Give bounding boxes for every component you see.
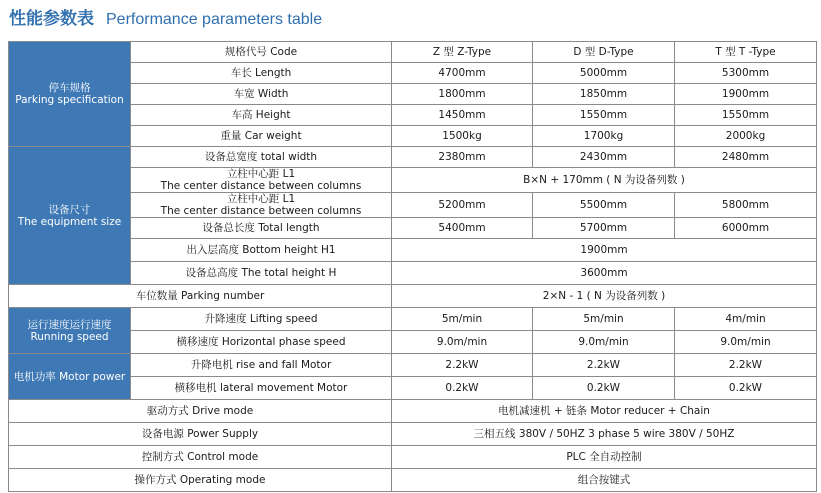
table-row [9,262,817,285]
cell-value: 6000mm [675,218,817,239]
row-label: 立柱中心距 L1 The center distance between columns [131,193,392,218]
cell-value: 1550mm [533,105,675,126]
category-motor-power: 电机功率 Motor power [9,354,131,400]
cell-value: 0.2kW [675,377,817,400]
cell-value: 5000mm [533,63,675,84]
header-d-type: D 型 D-Type [533,42,675,63]
cell-value: 5800mm [675,193,817,218]
cell-value: 4700mm [392,63,533,84]
table-header-row [9,42,817,63]
table-row [9,308,817,331]
row-label: 车宽 Width [131,84,392,105]
header-t-type: T 型 T -Type [675,42,817,63]
table-row [9,469,817,492]
row-label: 操作方式 Operating mode [9,469,392,492]
cell-value: 5m/min [392,308,533,331]
table-row [9,446,817,469]
category-equipment-size: 设备尺寸 The equipment size [9,147,131,285]
cell-value: 1900mm [675,84,817,105]
cell-value: 4m/min [675,308,817,331]
row-label: 横移速度 Horizontal phase speed [131,331,392,354]
cell-value: 1450mm [392,105,533,126]
cell-value-merged: B×N + 170mm ( N 为设备列数 ) [392,168,817,193]
cell-value-merged: 三相五线 380V / 50HZ 3 phase 5 wire 380V / 50HZ [392,423,817,446]
cell-value: 2.2kW [392,354,533,377]
title-cn: 性能参数表 [9,9,94,29]
cell-value: 2000kg [675,126,817,147]
category-running-speed: 运行速度运行速度 Running speed [9,308,131,354]
table-row [9,285,817,308]
table-row [9,105,817,126]
cell-value: 1850mm [533,84,675,105]
row-label: 车位数量 Parking number [9,285,392,308]
page-title [9,4,322,32]
table-row [9,168,817,193]
cell-value: 2380mm [392,147,533,168]
cell-value: 2.2kW [533,354,675,377]
cell-value: 5700mm [533,218,675,239]
row-label: 横移电机 lateral movement Motor [131,377,392,400]
row-label: 升降速度 Lifting speed [131,308,392,331]
table-row [9,126,817,147]
cell-value-merged: 2×N - 1 ( N 为设备列数 ) [392,285,817,308]
table-row [9,63,817,84]
cell-value-merged: PLC 全自动控制 [392,446,817,469]
cell-value: 5400mm [392,218,533,239]
row-label: 出入层高度 Bottom height H1 [131,239,392,262]
row-label: 驱动方式 Drive mode [9,400,392,423]
cell-value: 1700kg [533,126,675,147]
table-row [9,218,817,239]
cell-value: 9.0m/min [675,331,817,354]
row-label: 重量 Car weight [131,126,392,147]
row-label: 设备总高度 The total height H [131,262,392,285]
cell-value: 9.0m/min [533,331,675,354]
cell-value: 5200mm [392,193,533,218]
cell-value: 1800mm [392,84,533,105]
row-label: 设备电源 Power Supply [9,423,392,446]
cell-value: 5m/min [533,308,675,331]
row-label: 控制方式 Control mode [9,446,392,469]
row-label: 车高 Height [131,105,392,126]
cell-value: 0.2kW [533,377,675,400]
cell-value: 2480mm [675,147,817,168]
table-row [9,377,817,400]
cell-value: 2430mm [533,147,675,168]
cell-value: 1550mm [675,105,817,126]
row-label: 升降电机 rise and fall Motor [131,354,392,377]
cell-value-merged: 3600mm [392,262,817,285]
cell-value-merged: 组合按键式 [392,469,817,492]
table-row [9,84,817,105]
cell-value-merged: 1900mm [392,239,817,262]
row-label: 设备总宽度 total width [131,147,392,168]
cell-value: 9.0m/min [392,331,533,354]
table-row [9,354,817,377]
row-label: 车长 Length [131,63,392,84]
header-z-type: Z 型 Z-Type [392,42,533,63]
cell-value: 0.2kW [392,377,533,400]
cell-value: 2.2kW [675,354,817,377]
table-row [9,193,817,218]
cell-value: 5500mm [533,193,675,218]
table-row [9,331,817,354]
cell-value-merged: 电机减速机 + 链条 Motor reducer + Chain [392,400,817,423]
header-spec-code: 规格代号 Code [131,42,392,63]
cell-value: 5300mm [675,63,817,84]
cell-value: 1500kg [392,126,533,147]
row-label: 立柱中心距 L1 The center distance between columns [131,168,392,193]
table-row [9,147,817,168]
performance-parameters-table [8,41,817,492]
table-row [9,400,817,423]
row-label: 设备总长度 Total length [131,218,392,239]
table-row [9,423,817,446]
title-en: Performance parameters table [106,11,323,28]
table-row [9,239,817,262]
category-parking-spec: 停车规格 Parking specification [9,42,131,147]
